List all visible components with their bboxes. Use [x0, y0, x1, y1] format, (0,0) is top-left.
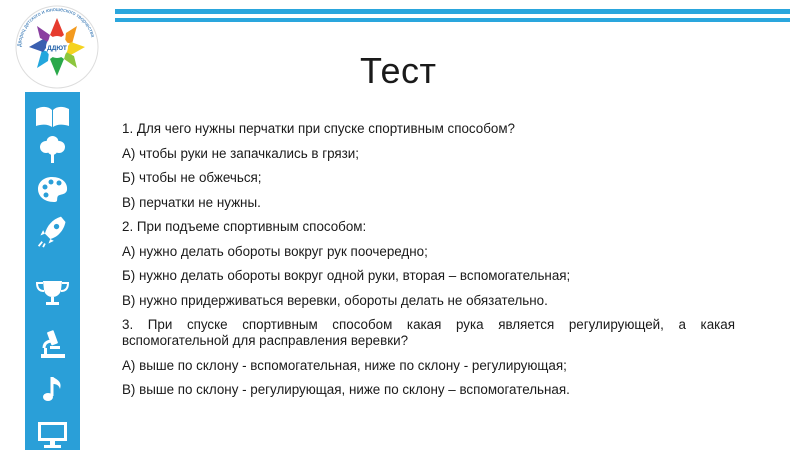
header-stripe-top: [115, 9, 790, 14]
computer-icon: [32, 416, 73, 450]
question-2-option-c: В) нужно придерживаться веревки, обороты делать не обязательно.: [122, 292, 548, 308]
question-1: 1. Для чего нужны перчатки при спуске спортивным способом?: [122, 121, 515, 136]
question-1-option-c: В) перчатки не нужны.: [122, 194, 261, 210]
question-1-option-a: А) чтобы руки не запачкались в грязи;: [122, 145, 360, 161]
question-2: 2. При подъеме спортивным способом:: [122, 219, 367, 234]
sidebar: [25, 92, 80, 450]
header-stripe-bottom: [115, 18, 790, 22]
question-3: 3. При спуске спортивным способом какая рука является регулирующей, а какая вспомогательной для расправления веревки?: [122, 317, 735, 348]
page-title: Тест: [360, 50, 437, 91]
organization-logo: [14, 4, 100, 90]
question-3-option-a: А) выше по склону - вспомогательная, ниже по склону - регулирующая;: [122, 357, 567, 373]
question-2-option-a: А) нужно делать обороты вокруг рук поочередно;: [122, 243, 428, 259]
music-note-icon: [32, 372, 73, 406]
question-1-option-b: Б) чтобы не обжечься;: [122, 170, 262, 185]
test-questions: [122, 121, 735, 407]
logo-ring-text: Дворец детского и юношеского творчества: [16, 6, 96, 48]
microscope-icon: [32, 328, 73, 362]
tree-icon: [32, 134, 73, 168]
palette-icon: [32, 172, 73, 206]
question-2-option-b: Б) нужно делать обороты вокруг одной руки, вторая – вспомогательная;: [122, 268, 571, 283]
question-3-option-c: В) выше по склону - регулирующая, ниже по склону – вспомогательная.: [122, 382, 570, 397]
trophy-icon: [32, 276, 73, 310]
logo-center-text: ДДЮТ: [47, 45, 67, 52]
header-stripes: [115, 9, 790, 25]
rocket-icon: [32, 214, 73, 248]
book-icon: [32, 100, 73, 134]
